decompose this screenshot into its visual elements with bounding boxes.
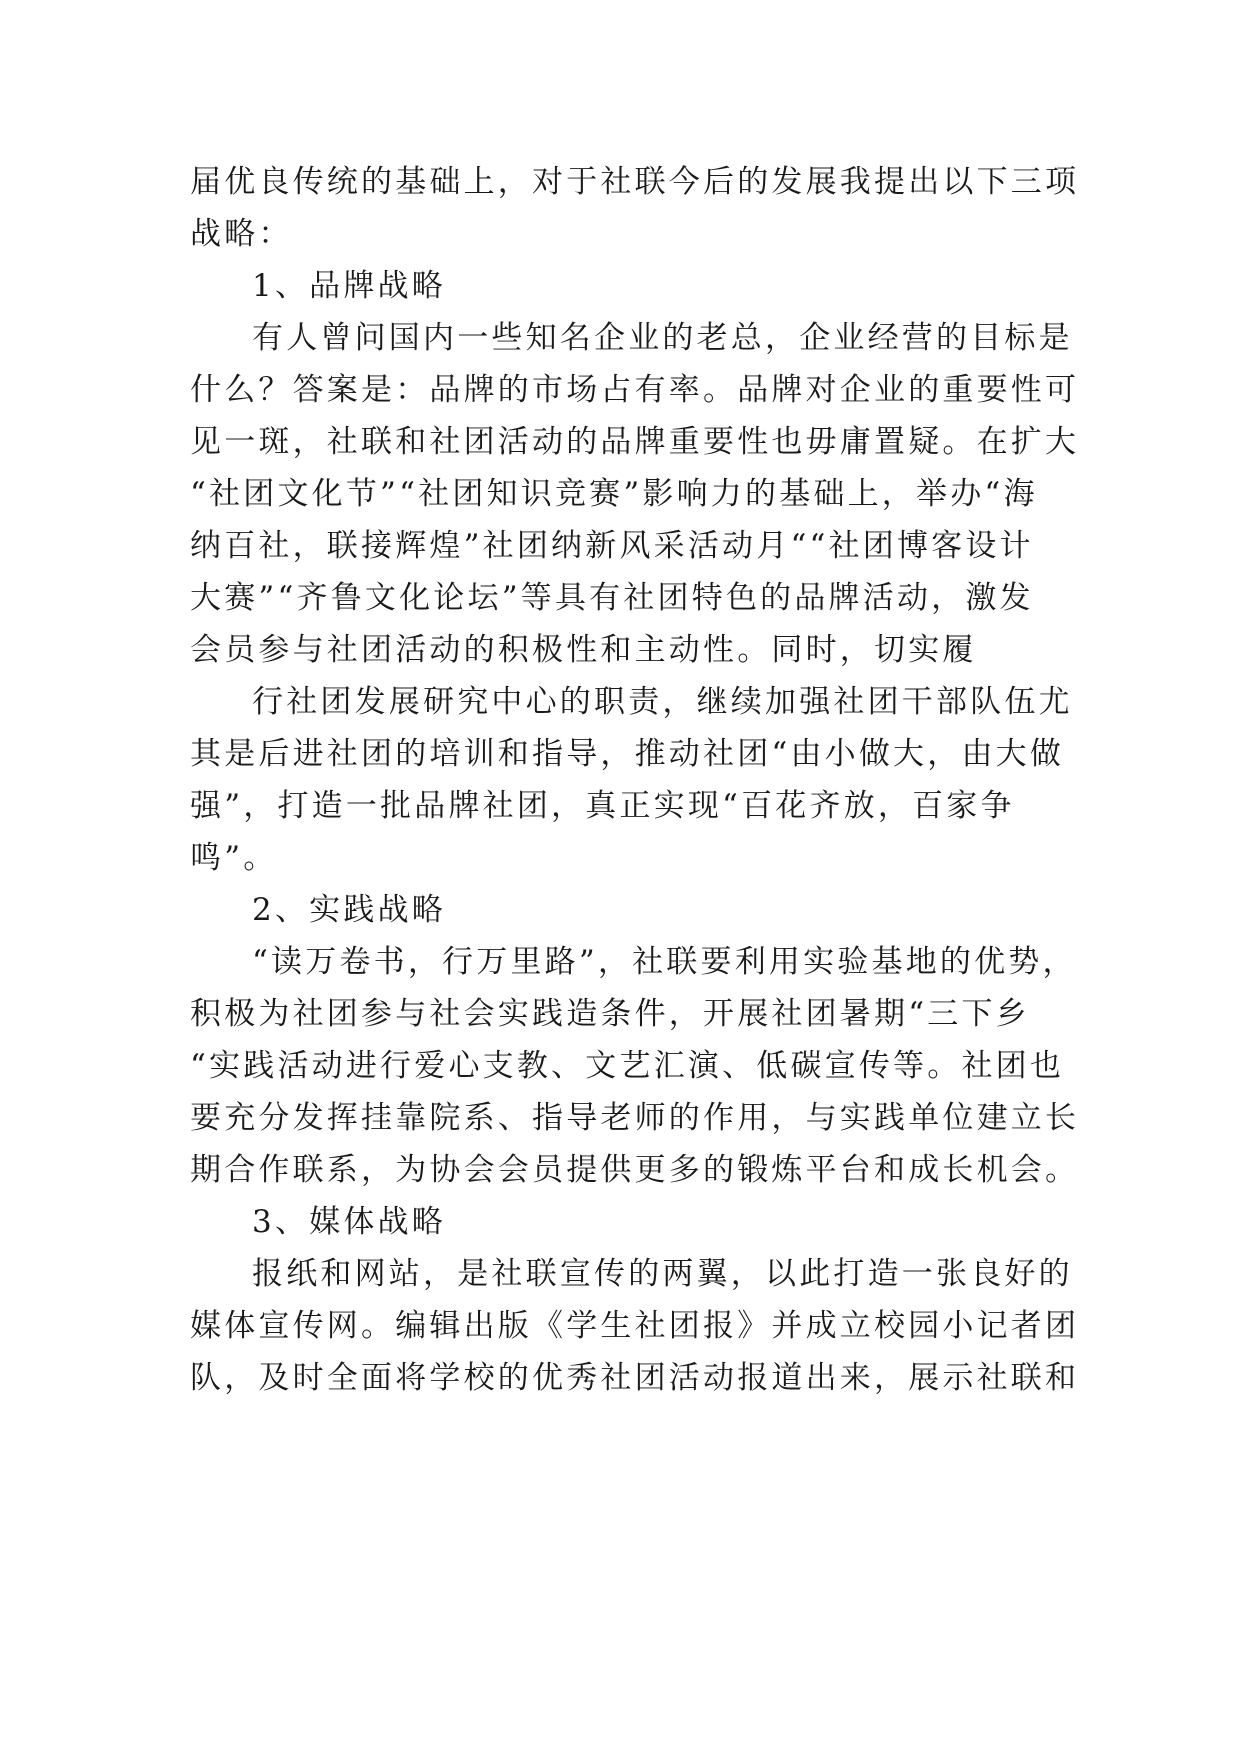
text-line: 鸣”。 [190, 840, 278, 876]
text-line: 强”，打造一批品牌社团，真正实现“百花齐放，百家争 [190, 788, 1015, 824]
text-line: 期合作联系，为协会会员提供更多的锻炼平台和成长机会。 [190, 1152, 1080, 1188]
section-heading-brand: 1、品牌战略 [252, 268, 446, 304]
text-line: 积极为社团参与社会实践造条件，开展社团暑期“三下乡 [190, 996, 1030, 1032]
text-line: 见一斑，社联和社团活动的品牌重要性也毋庸置疑。在扩大 [190, 424, 1080, 460]
text-line: 会员参与社团活动的积极性和主动性。同时，切实履 [190, 632, 977, 668]
text-line: 什么？答案是：品牌的市场占有率。品牌对企业的重要性可 [190, 372, 1080, 408]
section-heading-practice: 2、实践战略 [252, 892, 446, 928]
text-line: 大赛”“齐鲁文化论坛”等具有社团特色的品牌活动，激发 [190, 580, 1034, 616]
text-line: “读万卷书，行万里路”，社联要利用实验基地的优势， [252, 944, 1077, 980]
text-line: 报纸和网站，是社联宣传的两翼，以此打造一张良好的 [252, 1256, 1073, 1292]
text-line: 有人曾问国内一些知名企业的老总，企业经营的目标是 [252, 320, 1073, 356]
text-line: 其是后进社团的培训和指导，推动社团“由小做大，由大做 [190, 736, 1065, 772]
text-line: “社团文化节”“社团知识竞赛”影响力的基础上，举办“海 [190, 476, 1038, 512]
text-line: 行社团发展研究中心的职责，继续加强社团干部队伍尤 [252, 684, 1073, 720]
text-line: 战略： [190, 216, 293, 252]
text-line: “实践活动进行爱心支教、文艺汇演、低碳宣传等。社团也 [190, 1048, 1065, 1084]
text-line: 纳百社，联接辉煌”社团纳新风采活动月““社团博客设计 [190, 528, 1034, 564]
text-line: 媒体宣传网。编辑出版《学生社团报》并成立校园小记者团 [190, 1308, 1080, 1344]
text-line: 要充分发挥挂靠院系、指导老师的作用，与实践单位建立长 [190, 1100, 1080, 1136]
section-heading-media: 3、媒体战略 [252, 1204, 446, 1240]
text-line: 届优良传统的基础上，对于社联今后的发展我提出以下三项 [190, 164, 1080, 200]
text-line: 队，及时全面将学校的优秀社团活动报道出来，展示社联和 [190, 1360, 1080, 1396]
